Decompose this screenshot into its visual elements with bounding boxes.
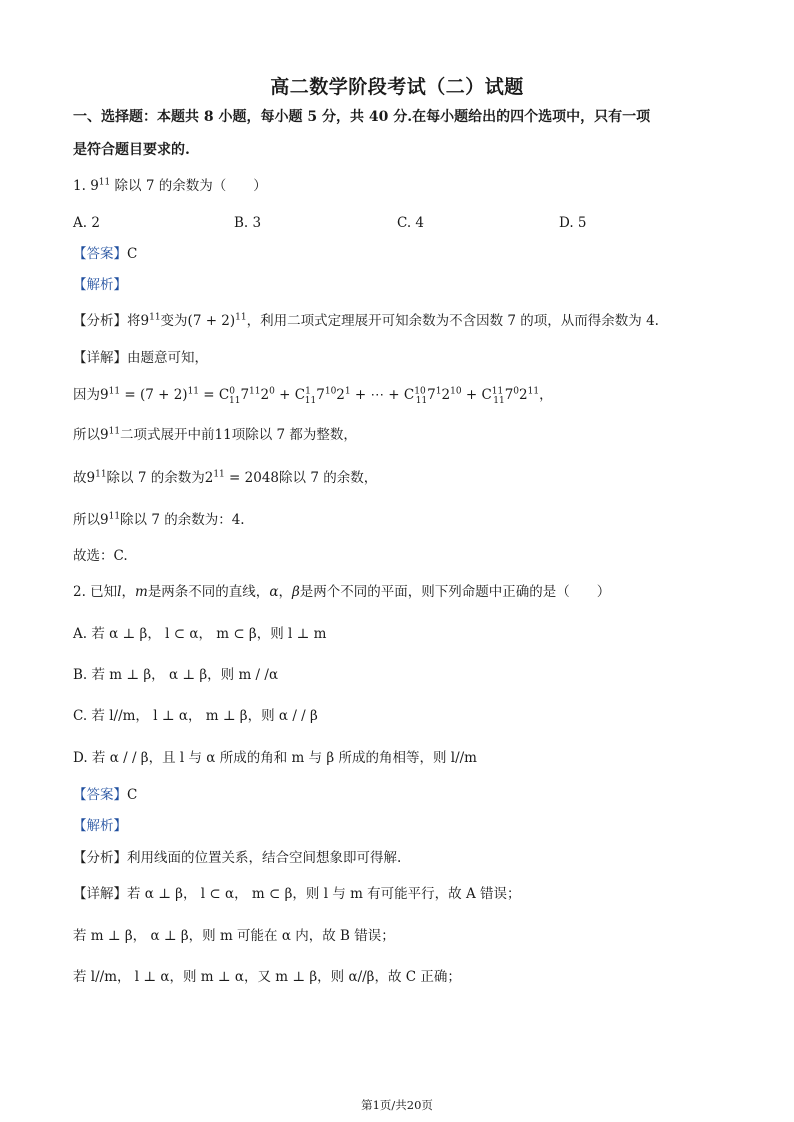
page-footer: 第1页/共20页 [361, 1098, 433, 1112]
q1-option-a: A. 2 [73, 215, 100, 231]
q2-detail1: 【详解】若 α ⊥ β， l ⊂ α， m ⊂ β，则 l 与 m 有可能平行，故 A 错误； [73, 886, 521, 902]
q1-so1: 所以$9^{11}$二项式展开中前11项除以 7 都为整数， [73, 426, 357, 443]
section-heading-line2: 是符合题目要求的. [73, 142, 190, 158]
q1-option-d: D. 5 [559, 215, 587, 231]
q2-detail2: 若 m ⊥ β， α ⊥ β，则 m 可能在 α 内，故 B 错误； [73, 928, 395, 944]
q1-option-c: C. 4 [397, 215, 425, 231]
page-title: 高二数学阶段考试（二）试题 [270, 76, 524, 98]
q2-option-c: C. 若 l//m， l ⊥ α， m ⊥ β，则 α / / β [73, 708, 318, 724]
q1-detail-intro: 【详解】由题意可知， [73, 350, 208, 366]
q1-so2: 故$9^{11}$除以 7 的余数为$2^{11} = 2048$除以 7 的余数， [73, 469, 378, 486]
q2-stem: 2. 已知l，m是两条不同的直线，α，β是两个不同的平面，则下列命题中正确的是（ ） [73, 584, 611, 600]
q1-answer: 【答案】C [73, 246, 138, 262]
q1-expansion: 因为$9^{11} = (7 + 2)^{11} = C^0_{11}7^{11}2^0 + C^1_{11}7^{10}2^1$ + ⋯ + $C^{10}_{11}7^12^{10} + C^{11}_{11}7^02^{11}$， [73, 386, 553, 406]
q2-detail3: 若 l//m， l ⊥ α，则 m ⊥ α，又 m ⊥ β，则 α//β，故 C 正确； [73, 969, 461, 985]
q2-option-a: A. 若 α ⊥ β， l ⊂ α， m ⊂ β，则 l ⊥ m [73, 626, 327, 642]
q1-choose: 故选：C. [73, 548, 128, 564]
q2-answer: 【答案】C [73, 787, 138, 803]
q1-so3: 所以$9^{11}$除以 7 的余数为：4. [73, 511, 245, 528]
q2-option-d: D. 若 α / / β，且 l 与 α 所成的角和 m 与 β 所成的角相等，则 l//m [73, 750, 477, 766]
section-heading-line1: 一、选择题：本题共 8 小题，每小题 5 分，共 40 分.在每小题给出的四个选项中，只有一项 [73, 109, 651, 125]
q2-option-b: B. 若 m ⊥ β， α ⊥ β，则 m / /α [73, 667, 279, 683]
q1-option-b: B. 3 [234, 215, 262, 231]
q1-stem: 1. $9^{11}$ 除以 7 的余数为（ ） [73, 177, 267, 194]
q2-analysis-tag: 【解析】 [73, 818, 127, 834]
q1-fenxi: 【分析】将$9^{11}$变为$(7 + 2)^{11}$，利用二项式定理展开可知余数为不含因数 7 的项，从而得余数为 4. [73, 312, 659, 329]
q1-analysis-tag: 【解析】 [73, 277, 127, 293]
q2-fenxi: 【分析】利用线面的位置关系，结合空间想象即可得解. [73, 850, 402, 866]
